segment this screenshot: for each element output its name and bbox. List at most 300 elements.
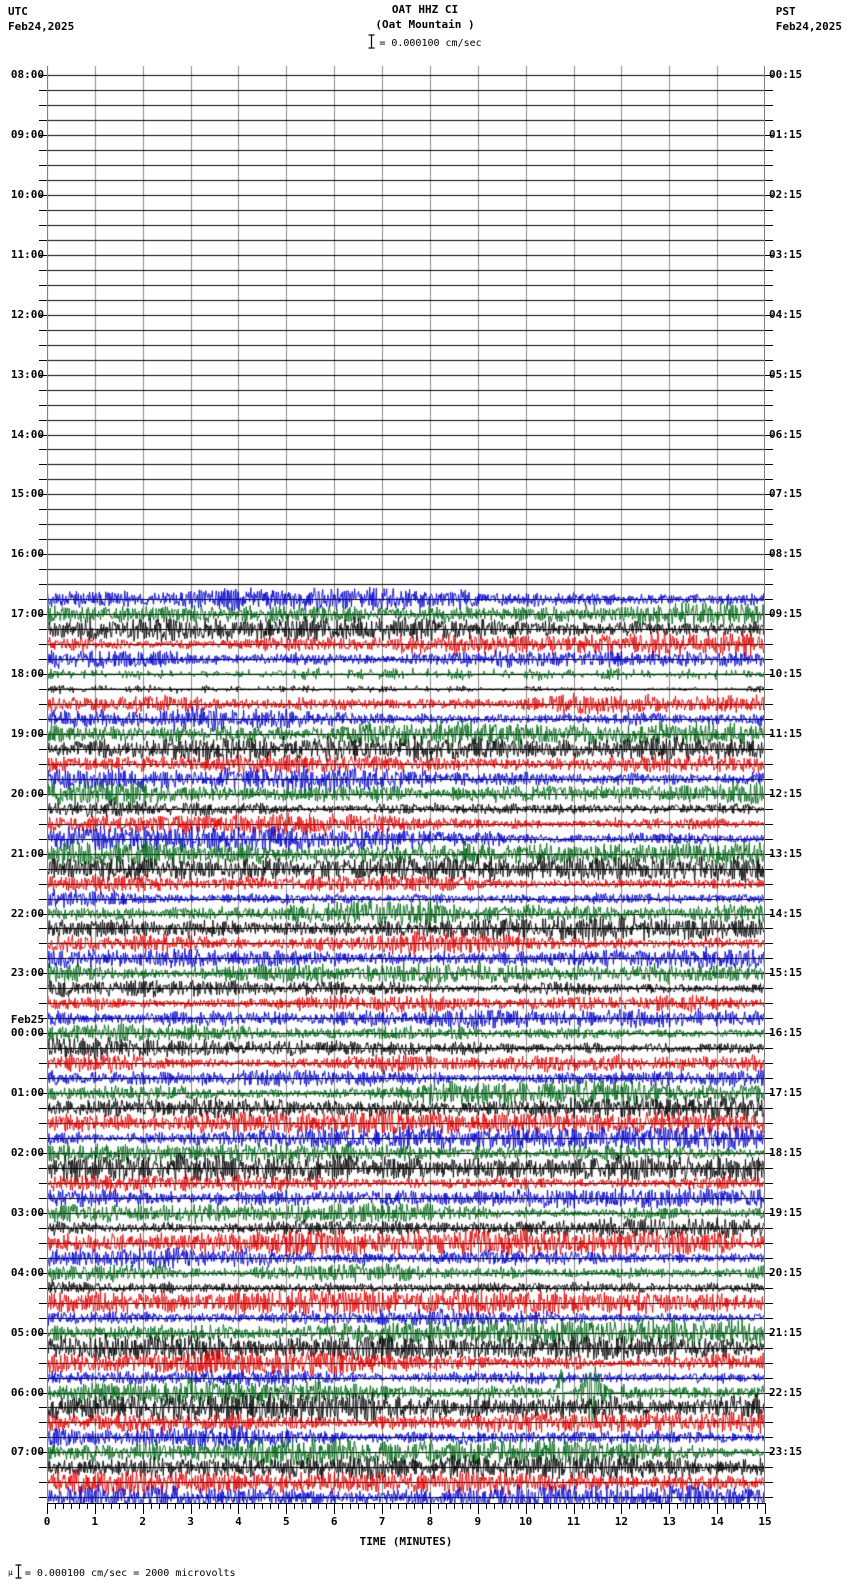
right-time-label: 21:15 — [769, 1325, 803, 1339]
right-tick — [765, 734, 773, 735]
left-tick — [39, 1138, 47, 1139]
right-tick — [765, 315, 773, 316]
right-tick — [765, 1393, 773, 1394]
right-tick — [765, 270, 773, 271]
x-tick-label: 3 — [187, 1515, 194, 1528]
x-tick-minor — [270, 1503, 271, 1509]
right-tick — [765, 524, 773, 525]
x-tick-minor — [605, 1503, 606, 1509]
right-tick — [765, 674, 773, 675]
seismic-traces — [47, 66, 765, 1503]
right-tick — [765, 629, 773, 630]
right-tick — [765, 914, 773, 915]
left-time-label: 14:00 — [10, 427, 44, 441]
x-tick-label: 6 — [330, 1515, 338, 1528]
right-tick — [765, 479, 773, 480]
right-tick — [765, 1318, 773, 1319]
left-tick — [39, 390, 47, 391]
left-tick — [39, 1123, 47, 1124]
x-tick-minor — [725, 1503, 726, 1509]
scale-legend-text: = 0.000100 cm/sec — [379, 38, 482, 49]
left-tick — [39, 809, 47, 810]
right-tick — [765, 539, 773, 540]
right-tick — [765, 854, 773, 855]
left-time-label: 00:00 — [10, 1026, 44, 1040]
x-tick-minor — [127, 1503, 128, 1509]
header-title-block — [0, 2, 850, 32]
right-time-label: 04:15 — [769, 307, 803, 321]
x-tick-major — [621, 1503, 622, 1514]
right-tick — [765, 1138, 773, 1139]
left-tick — [39, 435, 47, 436]
right-time-label: 00:15 — [769, 68, 803, 82]
x-tick-minor — [63, 1503, 64, 1509]
left-tick — [39, 1168, 47, 1169]
right-tick — [765, 1003, 773, 1004]
left-tick — [39, 973, 47, 974]
right-tick — [765, 509, 773, 510]
right-tick — [765, 689, 773, 690]
header-right-timezone — [776, 4, 842, 34]
left-tick — [39, 1078, 47, 1079]
left-tick — [39, 1348, 47, 1349]
right-tick — [765, 1198, 773, 1199]
x-tick-minor — [486, 1503, 487, 1509]
right-tick — [765, 1063, 773, 1064]
left-time-label: 01:00 — [10, 1086, 44, 1100]
left-tick — [39, 105, 47, 106]
left-time-label: 12:00 — [10, 307, 44, 321]
footer-ibeam-icon — [15, 1564, 22, 1579]
left-tick — [39, 494, 47, 495]
left-tick — [39, 464, 47, 465]
x-tick-minor — [167, 1503, 168, 1509]
left-tick — [39, 1183, 47, 1184]
left-tick — [39, 943, 47, 944]
x-tick-minor — [246, 1503, 247, 1509]
left-time-label: 21:00 — [10, 846, 44, 860]
right-tick — [765, 599, 773, 600]
left-tick — [39, 1093, 47, 1094]
left-tick — [39, 345, 47, 346]
x-tick-minor — [510, 1503, 511, 1509]
right-tick — [765, 420, 773, 421]
x-tick-minor — [422, 1503, 423, 1509]
left-tick — [39, 360, 47, 361]
left-tick — [39, 150, 47, 151]
right-tick — [765, 824, 773, 825]
x-tick-minor — [494, 1503, 495, 1509]
x-tick-minor — [550, 1503, 551, 1509]
x-tick-minor — [215, 1503, 216, 1509]
x-tick-minor — [534, 1503, 535, 1509]
left-tick — [39, 1258, 47, 1259]
x-tick-minor — [111, 1503, 112, 1509]
left-time-label: 08:00 — [10, 68, 44, 82]
left-tick — [39, 794, 47, 795]
x-tick-minor — [318, 1503, 319, 1509]
x-tick-minor — [709, 1503, 710, 1509]
right-tick — [765, 180, 773, 181]
x-tick-minor — [613, 1503, 614, 1509]
left-tick — [39, 899, 47, 900]
left-tick — [39, 165, 47, 166]
right-tick — [765, 494, 773, 495]
left-tick — [39, 569, 47, 570]
x-tick-minor — [302, 1503, 303, 1509]
x-tick-minor — [71, 1503, 72, 1509]
x-tick-minor — [749, 1503, 750, 1509]
x-tick-minor — [342, 1503, 343, 1509]
right-tick — [765, 90, 773, 91]
right-time-label: 08:15 — [769, 547, 803, 561]
right-tick — [765, 1288, 773, 1289]
footer-scale-note — [8, 1564, 236, 1579]
left-time-label: 19:00 — [10, 726, 44, 740]
right-tick — [765, 928, 773, 929]
right-tick — [765, 1467, 773, 1468]
x-tick-major — [286, 1503, 287, 1514]
x-tick-label: 12 — [614, 1515, 629, 1528]
x-tick-label: 1 — [91, 1515, 99, 1528]
left-tick — [39, 1048, 47, 1049]
x-tick-major — [191, 1503, 192, 1514]
right-tick — [765, 614, 773, 615]
right-time-label: 01:15 — [769, 128, 803, 142]
right-tick — [765, 1033, 773, 1034]
x-tick-minor — [502, 1503, 503, 1509]
right-time-label: 17:15 — [769, 1086, 803, 1100]
x-tick-minor — [326, 1503, 327, 1509]
x-tick-label: 14 — [710, 1515, 724, 1528]
x-tick-minor — [262, 1503, 263, 1509]
left-tick — [39, 1482, 47, 1483]
x-tick-minor — [254, 1503, 255, 1509]
scale-ibeam-icon — [368, 34, 375, 49]
left-tick — [39, 659, 47, 660]
left-tick — [39, 674, 47, 675]
x-tick-minor — [310, 1503, 311, 1509]
left-time-label: 04:00 — [10, 1265, 44, 1279]
x-tick-minor — [406, 1503, 407, 1509]
left-tick — [39, 255, 47, 256]
right-time-label: 16:15 — [769, 1026, 803, 1040]
x-tick-label: 13 — [662, 1515, 676, 1528]
left-tick — [39, 1288, 47, 1289]
right-tick — [765, 1482, 773, 1483]
left-tick — [39, 824, 47, 825]
x-tick-label: 8 — [426, 1515, 434, 1528]
left-time-label: 10:00 — [10, 188, 44, 202]
right-time-label: 15:15 — [769, 966, 803, 980]
x-tick-minor — [398, 1503, 399, 1509]
right-tick — [765, 449, 773, 450]
left-time-label: 02:00 — [10, 1146, 44, 1160]
x-tick-minor — [454, 1503, 455, 1509]
left-tick — [39, 584, 47, 585]
left-time-label: 06:00 — [10, 1385, 44, 1399]
right-tick — [765, 1273, 773, 1274]
right-date-label: Feb24,2025 — [775, 20, 842, 33]
x-tick-label: 2 — [139, 1515, 147, 1528]
left-tick — [39, 449, 47, 450]
left-time-label: 07:00 — [10, 1445, 44, 1459]
left-tick — [39, 839, 47, 840]
x-tick-minor — [637, 1503, 638, 1509]
left-tick — [39, 554, 47, 555]
left-tick — [39, 958, 47, 959]
left-time-label: 09:00 — [10, 128, 44, 142]
right-tick — [765, 1497, 773, 1498]
x-tick-major — [238, 1503, 239, 1514]
right-tick — [765, 1407, 773, 1408]
right-tick — [765, 794, 773, 795]
right-time-label: 11:15 — [769, 726, 803, 740]
x-tick-minor — [223, 1503, 224, 1509]
right-time-label: 05:15 — [769, 367, 803, 381]
x-tick-major — [382, 1503, 383, 1514]
right-tick — [765, 1348, 773, 1349]
left-tick — [39, 1378, 47, 1379]
right-tick — [765, 554, 773, 555]
right-tick — [765, 1018, 773, 1019]
x-tick-minor — [374, 1503, 375, 1509]
right-tick — [765, 300, 773, 301]
right-tick — [765, 75, 773, 76]
left-tick — [39, 704, 47, 705]
left-time-label: 03:00 — [10, 1205, 44, 1219]
left-tick — [39, 599, 47, 600]
x-tick-label: 0 — [43, 1515, 51, 1528]
right-tick — [765, 435, 773, 436]
x-tick-minor — [438, 1503, 439, 1509]
right-tick — [765, 1452, 773, 1453]
right-time-label: 06:15 — [769, 427, 803, 441]
right-tick — [765, 1108, 773, 1109]
x-tick-minor — [159, 1503, 160, 1509]
left-tick — [39, 75, 47, 76]
left-tick — [39, 1018, 47, 1019]
left-tick — [39, 764, 47, 765]
right-tick — [765, 390, 773, 391]
left-time-label: 05:00 — [10, 1325, 44, 1339]
left-tick — [39, 479, 47, 480]
right-tick — [765, 644, 773, 645]
day-change-label: Feb25 — [10, 1013, 44, 1027]
right-tick — [765, 764, 773, 765]
left-tick — [39, 1033, 47, 1034]
right-tick — [765, 809, 773, 810]
left-tick — [39, 988, 47, 989]
scale-legend — [0, 34, 850, 49]
left-tick — [39, 928, 47, 929]
right-tick — [765, 1243, 773, 1244]
x-tick-minor — [103, 1503, 104, 1509]
left-tick — [39, 614, 47, 615]
left-tick — [39, 315, 47, 316]
right-tick — [765, 165, 773, 166]
right-tick — [765, 719, 773, 720]
left-tick — [39, 1333, 47, 1334]
station-code: OAT HHZ CI — [391, 3, 459, 16]
x-tick-minor — [701, 1503, 702, 1509]
right-tick — [765, 120, 773, 121]
right-tick — [765, 1168, 773, 1169]
x-tick-minor — [366, 1503, 367, 1509]
right-time-label: 07:15 — [769, 487, 803, 501]
x-tick-minor — [414, 1503, 415, 1509]
right-time-label: 20:15 — [769, 1265, 803, 1279]
right-tick — [765, 659, 773, 660]
right-time-label: 23:15 — [769, 1445, 803, 1459]
left-tick — [39, 884, 47, 885]
right-tick — [765, 779, 773, 780]
left-tick — [39, 854, 47, 855]
left-tick — [39, 524, 47, 525]
right-tick — [765, 210, 773, 211]
x-tick-minor — [358, 1503, 359, 1509]
x-tick-label: 7 — [378, 1515, 386, 1528]
right-tick — [765, 1422, 773, 1423]
x-tick-minor — [645, 1503, 646, 1509]
left-tick — [39, 509, 47, 510]
left-time-label: 18:00 — [10, 667, 44, 681]
x-tick-minor — [79, 1503, 80, 1509]
left-time-label: 15:00 — [10, 487, 44, 501]
x-tick-label: 10 — [519, 1515, 533, 1528]
left-tick — [39, 1393, 47, 1394]
right-tick — [765, 704, 773, 705]
left-tick — [39, 1467, 47, 1468]
footer-text: = 0.000100 cm/sec = 2000 microvolts — [24, 1568, 236, 1579]
header — [0, 0, 850, 58]
x-tick-minor — [757, 1503, 758, 1509]
right-time-label: 14:15 — [769, 906, 803, 920]
x-tick-minor — [350, 1503, 351, 1509]
x-tick-minor — [230, 1503, 231, 1509]
x-tick-major — [669, 1503, 670, 1514]
x-tick-minor — [589, 1503, 590, 1509]
right-tick — [765, 869, 773, 870]
x-tick-minor — [582, 1503, 583, 1509]
right-tick — [765, 345, 773, 346]
x-tick-minor — [175, 1503, 176, 1509]
right-tick — [765, 1333, 773, 1334]
left-time-label: 11:00 — [10, 247, 44, 261]
left-tick — [39, 1452, 47, 1453]
right-tick — [765, 569, 773, 570]
x-tick-minor — [653, 1503, 654, 1509]
right-tick — [765, 285, 773, 286]
right-tick — [765, 464, 773, 465]
left-time-label: 22:00 — [10, 906, 44, 920]
left-tick — [39, 405, 47, 406]
left-tick — [39, 225, 47, 226]
x-tick-label: 5 — [283, 1515, 290, 1528]
x-tick-minor — [278, 1503, 279, 1509]
x-tick-minor — [55, 1503, 56, 1509]
x-tick-minor — [294, 1503, 295, 1509]
left-tick — [39, 135, 47, 136]
right-tick — [765, 375, 773, 376]
x-tick-minor — [119, 1503, 120, 1509]
x-tick-major — [526, 1503, 527, 1514]
right-tick — [765, 1048, 773, 1049]
right-tick — [765, 1258, 773, 1259]
left-tick — [39, 539, 47, 540]
left-tick — [39, 914, 47, 915]
left-tick — [39, 1363, 47, 1364]
station-name: (Oat Mountain ) — [375, 18, 475, 31]
right-tick — [765, 1123, 773, 1124]
left-tick — [39, 1228, 47, 1229]
x-tick-minor — [199, 1503, 200, 1509]
seismogram-plot — [47, 66, 765, 1503]
right-tick — [765, 1078, 773, 1079]
left-tick — [39, 1243, 47, 1244]
right-time-label: 12:15 — [769, 786, 803, 800]
right-time-label: 18:15 — [769, 1146, 803, 1160]
right-time-label: 13:15 — [769, 846, 803, 860]
x-tick-minor — [462, 1503, 463, 1509]
right-tick — [765, 958, 773, 959]
left-tick — [39, 629, 47, 630]
left-tick — [39, 90, 47, 91]
right-tick — [765, 1093, 773, 1094]
left-tick — [39, 210, 47, 211]
x-tick-major — [717, 1503, 718, 1514]
left-tick — [39, 330, 47, 331]
x-tick-major — [95, 1503, 96, 1514]
right-time-label: 09:15 — [769, 607, 803, 621]
right-tick — [765, 1378, 773, 1379]
x-tick-minor — [135, 1503, 136, 1509]
left-tick — [39, 1108, 47, 1109]
left-tick — [39, 270, 47, 271]
x-tick-minor — [183, 1503, 184, 1509]
left-time-label: 20:00 — [10, 786, 44, 800]
left-tick — [39, 195, 47, 196]
x-tick-minor — [629, 1503, 630, 1509]
left-time-label: 23:00 — [10, 966, 44, 980]
left-tick — [39, 180, 47, 181]
left-time-label: 17:00 — [10, 607, 44, 621]
x-tick-label: 15 — [758, 1515, 772, 1528]
right-time-label: 02:15 — [769, 188, 803, 202]
left-tick — [39, 300, 47, 301]
right-tick — [765, 839, 773, 840]
x-tick-label: 11 — [566, 1515, 581, 1528]
right-tick — [765, 1183, 773, 1184]
right-tick — [765, 1153, 773, 1154]
left-tick — [39, 869, 47, 870]
right-tick — [765, 405, 773, 406]
x-tick-minor — [741, 1503, 742, 1509]
left-tick — [39, 285, 47, 286]
right-tz-label: PST — [775, 5, 796, 18]
left-tick — [39, 1213, 47, 1214]
left-tick — [39, 749, 47, 750]
right-tick — [765, 1363, 773, 1364]
left-tick — [39, 689, 47, 690]
left-tick — [39, 1063, 47, 1064]
left-tick — [39, 1003, 47, 1004]
right-tick — [765, 330, 773, 331]
right-tick — [765, 360, 773, 361]
left-tick — [39, 1497, 47, 1498]
right-tick — [765, 884, 773, 885]
x-tick-minor — [151, 1503, 152, 1509]
